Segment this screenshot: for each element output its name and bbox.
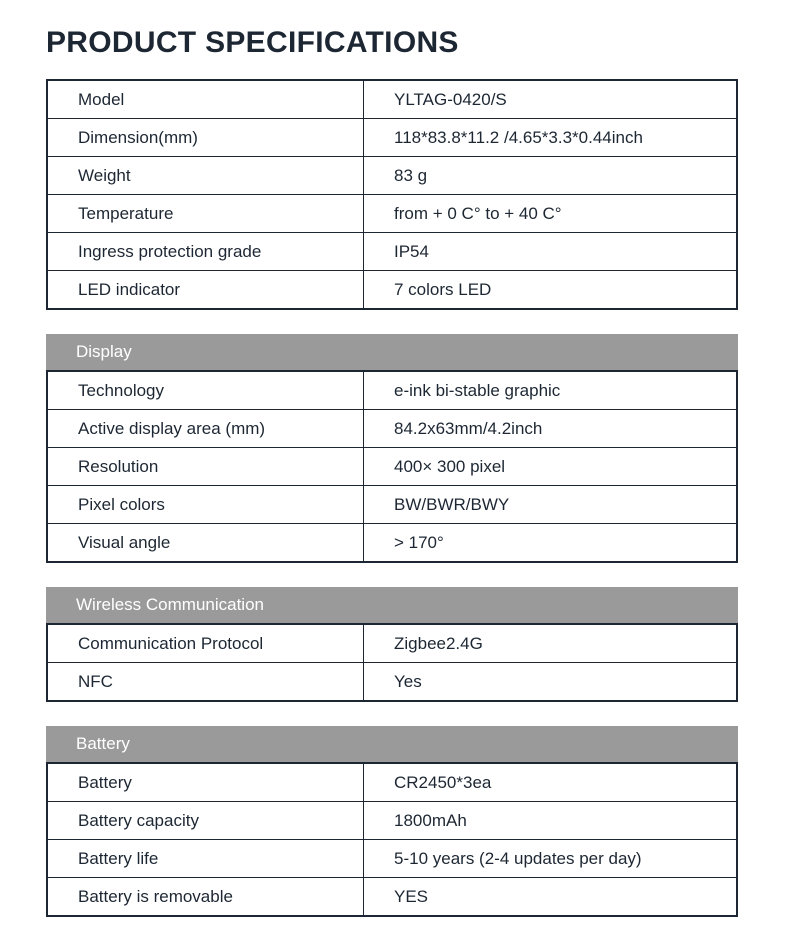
spec-value: 7 colors LED <box>364 271 738 310</box>
section-header: Wireless Communication <box>46 587 738 623</box>
table-row <box>47 233 737 271</box>
table-row <box>47 486 737 524</box>
spec-value: IP54 <box>364 233 738 271</box>
table-row <box>47 840 737 878</box>
spec-label: Battery capacity <box>47 802 364 840</box>
table-row <box>47 371 737 410</box>
spec-tables <box>46 79 738 917</box>
table-row <box>47 663 737 702</box>
table-row <box>47 80 737 119</box>
spec-value: Yes <box>364 663 738 702</box>
table-row <box>47 878 737 917</box>
spec-label: Battery <box>47 763 364 802</box>
table-row <box>47 195 737 233</box>
spec-value: 118*83.8*11.2 /4.65*3.3*0.44inch <box>364 119 738 157</box>
spec-table <box>46 623 738 702</box>
table-row <box>47 763 737 802</box>
spec-label: Pixel colors <box>47 486 364 524</box>
spec-label: Technology <box>47 371 364 410</box>
table-row <box>47 119 737 157</box>
spec-value: 84.2x63mm/4.2inch <box>364 410 738 448</box>
spec-label: Battery life <box>47 840 364 878</box>
spec-label: LED indicator <box>47 271 364 310</box>
table-row <box>47 271 737 310</box>
spec-label: Model <box>47 80 364 119</box>
spec-value: BW/BWR/BWY <box>364 486 738 524</box>
spec-value: > 170° <box>364 524 738 563</box>
spec-label: Dimension(mm) <box>47 119 364 157</box>
spec-table <box>46 762 738 917</box>
table-row <box>47 524 737 563</box>
spec-value: 400× 300 pixel <box>364 448 738 486</box>
spec-value: 5-10 years (2-4 updates per day) <box>364 840 738 878</box>
spec-value: 83 g <box>364 157 738 195</box>
spec-value: from + 0 C° to + 40 C° <box>364 195 738 233</box>
spec-section <box>46 587 738 702</box>
section-header: Display <box>46 334 738 370</box>
spec-value: 1800mAh <box>364 802 738 840</box>
spec-table <box>46 79 738 310</box>
spec-value: e-ink bi-stable graphic <box>364 371 738 410</box>
spec-label: Visual angle <box>47 524 364 563</box>
spec-value: CR2450*3ea <box>364 763 738 802</box>
spec-label: Weight <box>47 157 364 195</box>
spec-label: Active display area (mm) <box>47 410 364 448</box>
table-row <box>47 448 737 486</box>
spec-value: YLTAG-0420/S <box>364 80 738 119</box>
spec-section <box>46 334 738 563</box>
spec-value: YES <box>364 878 738 917</box>
spec-label: Battery is removable <box>47 878 364 917</box>
spec-label: Ingress protection grade <box>47 233 364 271</box>
spec-label: NFC <box>47 663 364 702</box>
section-header: Battery <box>46 726 738 762</box>
table-row <box>47 157 737 195</box>
table-row <box>47 410 737 448</box>
table-row <box>47 624 737 663</box>
spec-label: Resolution <box>47 448 364 486</box>
spec-section <box>46 726 738 917</box>
spec-label: Communication Protocol <box>47 624 364 663</box>
table-row <box>47 802 737 840</box>
spec-value: Zigbee2.4G <box>364 624 738 663</box>
spec-table <box>46 370 738 563</box>
page-title: PRODUCT SPECIFICATIONS <box>46 26 459 59</box>
spec-section <box>46 79 738 310</box>
spec-label: Temperature <box>47 195 364 233</box>
